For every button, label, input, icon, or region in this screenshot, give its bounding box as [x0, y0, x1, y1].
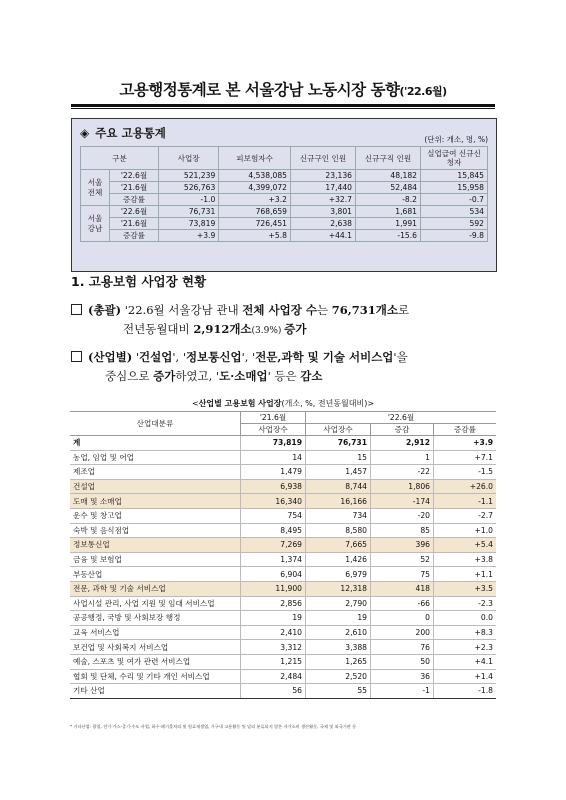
title-rule-thin	[71, 108, 495, 109]
industry-name: 정보통신업	[70, 538, 241, 553]
table-row	[70, 523, 496, 538]
table-row	[70, 654, 496, 669]
caption-text: (개소, %, 전년동월대비)>	[281, 399, 375, 408]
industry-name: 건설업	[70, 479, 241, 494]
summary-paragraph	[71, 301, 409, 341]
industry-cell: 2,610	[306, 625, 371, 640]
table-row	[70, 581, 496, 596]
para-line-2	[71, 367, 408, 386]
para-bold: 감소	[300, 369, 323, 383]
stats-cell: 4,538,085	[219, 170, 291, 182]
industry-cell: 75	[371, 567, 434, 582]
section-heading: 1. 고용보험 사업장 현황	[71, 274, 207, 289]
stats-cell: 15,958	[421, 182, 488, 194]
industry-name: 공공행정, 국방 및 사회보장 행정	[70, 611, 241, 626]
industry-cell: 50	[371, 654, 434, 669]
diamond-icon: ◈	[80, 126, 90, 140]
industry-cell: 1,215	[241, 654, 306, 669]
industry-cell: +8.3	[434, 625, 497, 640]
industry-cell: 734	[306, 508, 371, 523]
stats-cell: 1,681	[356, 206, 421, 218]
column-subheader: 증감률	[434, 424, 497, 436]
industry-cell: 36	[371, 669, 434, 684]
industry-cell: 754	[241, 508, 306, 523]
para-bold: 전문,과학 및 기술 서비스업	[255, 350, 394, 364]
stats-cell: -1.0	[159, 194, 219, 206]
para-text: '22.6월 서울강남 관내	[121, 303, 243, 317]
industry-cell: 7,269	[241, 538, 306, 553]
industry-cell: 15	[306, 450, 371, 465]
para-text: ', '	[241, 350, 256, 364]
industry-cell: -1.5	[434, 465, 497, 480]
stats-cell: +32.7	[291, 194, 356, 206]
para-text: ' 등은	[267, 369, 301, 383]
column-subheader: 증감	[371, 424, 434, 436]
column-header: '22.6월	[306, 412, 497, 424]
industry-cell: -1.1	[434, 494, 497, 509]
industry-name: 예술, 스포츠 및 여가 관련 서비스업	[70, 654, 241, 669]
stats-cell: 23,136	[291, 170, 356, 182]
stats-row-label: '22.6월	[110, 206, 159, 218]
stats-cell: 768,659	[219, 206, 291, 218]
industry-cell: +1.1	[434, 567, 497, 582]
industry-cell: 16,166	[306, 494, 371, 509]
industry-cell: 2,484	[241, 669, 306, 684]
industry-cell: -66	[371, 596, 434, 611]
industry-cell: 76	[371, 640, 434, 655]
industry-cell: +3.8	[434, 552, 497, 567]
industry-cell: 3,388	[306, 640, 371, 655]
stats-cell: -0.7	[421, 194, 488, 206]
para-text: (3.9%)	[251, 326, 285, 336]
industry-name: 도매 및 소매업	[70, 494, 241, 509]
column-subheader: 사업장수	[241, 424, 306, 436]
key-stats-table	[80, 146, 488, 242]
para-bold: 증가	[284, 322, 307, 336]
stats-cell: 17,440	[291, 182, 356, 194]
column-subheader: 사업장수	[306, 424, 371, 436]
industry-cell: -174	[371, 494, 434, 509]
industry-cell: +1.0	[434, 523, 497, 538]
industry-name: 사업시설 관리, 사업 지원 및 임대 서비스업	[70, 596, 241, 611]
column-header: '21.6월	[241, 412, 306, 424]
stats-cell: -9.8	[421, 230, 488, 242]
industry-cell: 6,904	[241, 567, 306, 582]
stats-header: 구분	[81, 147, 159, 170]
industry-cell: 56	[241, 684, 306, 699]
industry-cell: 1,806	[371, 479, 434, 494]
industry-cell: 1,457	[306, 465, 371, 480]
stats-row-label: '21.6월	[110, 182, 159, 194]
industry-cell: 7,665	[306, 538, 371, 553]
para-bold: 정보통신업	[186, 350, 242, 364]
stats-cell: +3.9	[159, 230, 219, 242]
para-text: 하였고, '	[175, 369, 220, 383]
caption-bold: 산업별 고용보험 사업장	[198, 399, 282, 408]
industry-name: 계	[70, 436, 241, 451]
stats-cell: +44.1	[291, 230, 356, 242]
stats-row-label: 증감률	[110, 194, 159, 206]
para-bold: 76,731개소	[331, 303, 398, 317]
stats-cell: 521,239	[159, 170, 219, 182]
industry-cell: 1,374	[241, 552, 306, 567]
stats-cell: 526,763	[159, 182, 219, 194]
industry-name: 협회 및 단체, 수리 및 기타 개인 서비스업	[70, 669, 241, 684]
industry-cell: -20	[371, 508, 434, 523]
industry-cell: 396	[371, 538, 434, 553]
industry-cell: 1	[371, 450, 434, 465]
stats-header: 실업급여 신규신청자	[421, 147, 488, 170]
stats-cell: +3.2	[219, 194, 291, 206]
para-line-2	[71, 320, 409, 341]
title-main: 고용행정통계로 본 서울강남 노동시장 동향	[119, 81, 400, 99]
para-text: 중심으로	[105, 369, 154, 383]
industry-name: 부동산업	[70, 567, 241, 582]
industry-name: 보건업 및 사회복지 서비스업	[70, 640, 241, 655]
stats-header: 피보험자수	[219, 147, 291, 170]
stats-cell: 534	[421, 206, 488, 218]
industry-name: 운수 및 창고업	[70, 508, 241, 523]
industry-cell: 8,580	[306, 523, 371, 538]
industry-cell: 73,819	[241, 436, 306, 451]
title-period: ('22.6월)	[399, 85, 447, 98]
industry-name: 농업, 임업 및 어업	[70, 450, 241, 465]
industry-cell: 19	[241, 611, 306, 626]
industry-cell: 11,900	[241, 581, 306, 596]
industry-cell: 2,520	[306, 669, 371, 684]
table-row	[70, 611, 496, 626]
table-row	[70, 669, 496, 684]
stats-cell: -8.2	[356, 194, 421, 206]
industry-name: 제조업	[70, 465, 241, 480]
stats-cell: 15,845	[421, 170, 488, 182]
stats-group-label: 서울 강남	[81, 206, 110, 242]
stats-cell: +5.8	[219, 230, 291, 242]
industry-cell: 19	[306, 611, 371, 626]
industry-cell: 55	[306, 684, 371, 699]
para-text: '을	[393, 350, 408, 364]
industry-name: 전문, 과학 및 기술 서비스업	[70, 581, 241, 596]
para-text: 는	[316, 303, 332, 317]
table-row	[70, 450, 496, 465]
stats-cell: 76,731	[159, 206, 219, 218]
industry-cell: 8,495	[241, 523, 306, 538]
stats-row-label: '22.6월	[110, 170, 159, 182]
industry-table	[70, 411, 496, 699]
key-stats-heading-text: 주요 고용통계	[95, 126, 166, 140]
report-title	[71, 78, 495, 104]
industry-cell: +4.1	[434, 654, 497, 669]
stats-cell: -15.6	[356, 230, 421, 242]
industry-cell: -1	[371, 684, 434, 699]
industry-cell: +26.0	[434, 479, 497, 494]
para-bold: 도·소매업	[219, 369, 268, 383]
footnote: * 기타산업: 광업, 전기·가스·증기·수도 사업, 하수·폐기물처리 및 원료재생업, 가구내 고용활동 및 달리 분류되지 않은 자가소비 생산활동, 국제 및 외국기관 등	[70, 724, 357, 729]
stats-cell: 3,801	[291, 206, 356, 218]
industry-name: 교육 서비스업	[70, 625, 241, 640]
industry-cell: +3.9	[434, 436, 497, 451]
industry-table-body	[70, 436, 496, 699]
industry-cell: +2.3	[434, 640, 497, 655]
industry-cell: 2,790	[306, 596, 371, 611]
industry-cell: 418	[371, 581, 434, 596]
stats-cell: 52,484	[356, 182, 421, 194]
table-row	[70, 538, 496, 553]
stats-cell: 726,451	[219, 218, 291, 230]
title-rule	[71, 104, 495, 107]
industry-cell: -1.8	[434, 684, 497, 699]
para-bold: 증가	[153, 369, 176, 383]
table-row	[70, 684, 496, 699]
para-text: 전년동월대비	[123, 322, 194, 336]
table-row	[70, 567, 496, 582]
para-tag: (산업별)	[88, 350, 133, 364]
industry-cell: +7.1	[434, 450, 497, 465]
industry-cell: 1,479	[241, 465, 306, 480]
industry-name: 숙박 및 음식점업	[70, 523, 241, 538]
industry-cell: 2,912	[371, 436, 434, 451]
key-stats-heading	[80, 125, 166, 141]
industry-cell: 3,312	[241, 640, 306, 655]
para-tag: (총괄)	[88, 303, 122, 317]
table-row	[70, 508, 496, 523]
industry-cell: 1,265	[306, 654, 371, 669]
industry-name: 금융 및 보험업	[70, 552, 241, 567]
industry-cell: +3.5	[434, 581, 497, 596]
industry-cell: +1.4	[434, 669, 497, 684]
industry-cell: 12,318	[306, 581, 371, 596]
report-title-block	[71, 78, 495, 109]
para-text: 로	[397, 303, 410, 317]
stats-cell: 592	[421, 218, 488, 230]
table-row	[70, 465, 496, 480]
industry-cell: 16,340	[241, 494, 306, 509]
para-bold: 건설업	[139, 350, 173, 364]
stats-cell: 4,399,072	[219, 182, 291, 194]
table-row	[70, 436, 496, 451]
industry-cell: 76,731	[306, 436, 371, 451]
industry-cell: -2.7	[434, 508, 497, 523]
industry-cell: 0.0	[434, 611, 497, 626]
industry-cell: -2.3	[434, 596, 497, 611]
table-row	[70, 596, 496, 611]
industry-cell: 2,410	[241, 625, 306, 640]
table-row	[70, 625, 496, 640]
industry-cell: 52	[371, 552, 434, 567]
industry-cell: 6,938	[241, 479, 306, 494]
table-row	[70, 479, 496, 494]
stats-cell: 48,182	[356, 170, 421, 182]
stats-cell: 2,638	[291, 218, 356, 230]
industry-cell: 200	[371, 625, 434, 640]
para-text: ', '	[172, 350, 187, 364]
stats-cell: 73,819	[159, 218, 219, 230]
para-bold: 2,912개소	[193, 322, 252, 336]
industry-cell: 2,856	[241, 596, 306, 611]
caption-text: <	[191, 399, 199, 408]
key-stats-unit: (단위: 개소, 명, %)	[424, 135, 488, 144]
industry-cell: 6,979	[306, 567, 371, 582]
industry-cell: 0	[371, 611, 434, 626]
industry-cell: 1,426	[306, 552, 371, 567]
table-row	[70, 552, 496, 567]
stats-header: 신규구인 인원	[291, 147, 356, 170]
industry-name: 기타 산업	[70, 684, 241, 699]
industry-cell: 8,744	[306, 479, 371, 494]
stats-header: 신규구직 인원	[356, 147, 421, 170]
industry-cell: 14	[241, 450, 306, 465]
stats-header: 사업장	[159, 147, 219, 170]
column-header: 산업대분류	[70, 412, 241, 436]
checkbox-square-icon	[71, 304, 82, 315]
table-row	[70, 640, 496, 655]
checkbox-square-icon	[71, 351, 82, 362]
para-bold: 전체 사업장 수	[242, 303, 317, 317]
industry-cell: +5.4	[434, 538, 497, 553]
table-row	[70, 494, 496, 509]
stats-group-label: 서울 전체	[81, 170, 110, 206]
stats-cell: 1,991	[356, 218, 421, 230]
industry-paragraph	[71, 348, 408, 386]
industry-cell: -22	[371, 465, 434, 480]
para-text: '	[132, 350, 140, 364]
table-caption	[71, 398, 495, 409]
industry-cell: 85	[371, 523, 434, 538]
stats-row-label: 증감률	[110, 230, 159, 242]
stats-row-label: '21.6월	[110, 218, 159, 230]
